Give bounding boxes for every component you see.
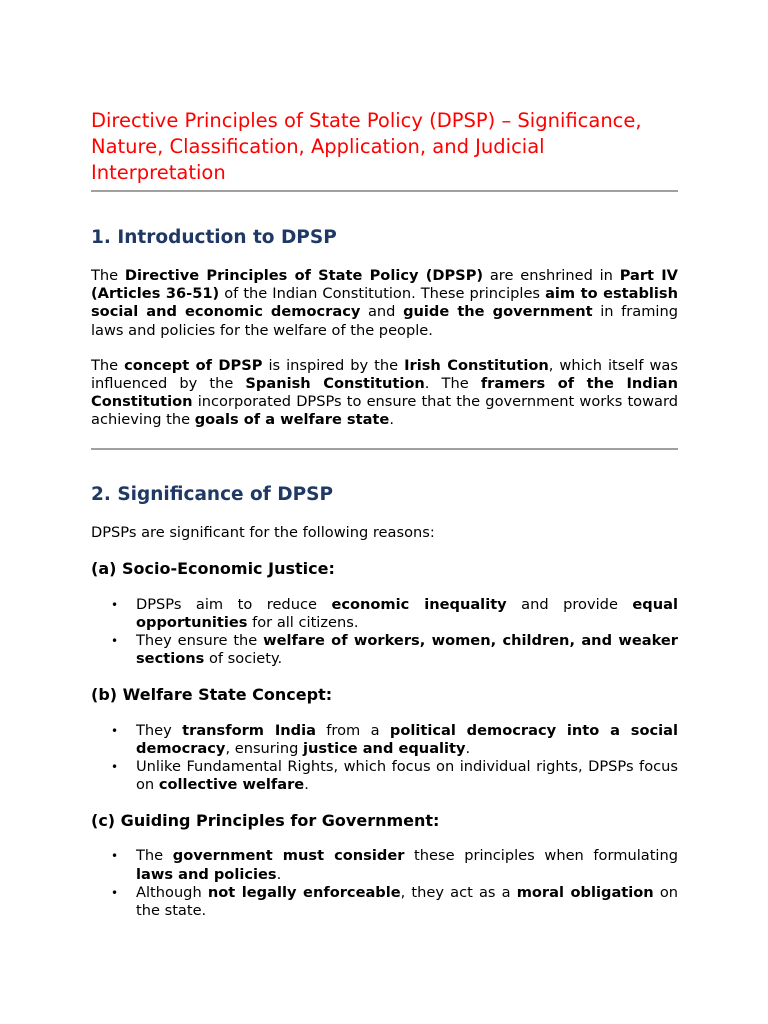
section-heading-significance: 2. Significance of DPSP [91,483,334,505]
bullet-icon: • [111,597,119,612]
section-divider [91,448,678,450]
bold-text: justice and equality [303,739,466,757]
bold-text: equal opportunities [136,595,678,632]
bold-text: aim to establish social and economic democracy [91,285,679,321]
list-item [91,847,678,883]
intro-paragraph-1: The Directive Principles of State Policy (DPSP) are enshrined in Part IV (Articles 36-51) of the Indian Constitution. These principles aim to establish social and economic democracy and guide the government in framing laws and policies for the welfare of the people. [91,267,679,339]
bold-text: not legally enforceable [207,883,401,901]
subsection-heading-guiding-principles: (c) Guiding Principles for Government: [91,811,440,831]
bold-text: laws and policies [136,865,277,883]
bold-text: collective welfare [158,776,305,794]
list-item [91,596,678,632]
bold-text: guide the government [403,303,593,321]
list-item [91,758,678,794]
list-item [91,884,678,920]
list-item [91,632,678,668]
subsection-heading-welfare-state: (b) Welfare State Concept: [91,684,333,704]
bullet-icon: • [111,723,119,738]
document-body [91,108,678,920]
bold-text: welfare of workers, women, children, and weaker sections [136,632,678,668]
list-item-text: They transform India from a political democracy into a social democracy, ensuring justice and equality. [136,721,678,757]
bullet-list-guiding-principles [91,847,678,920]
title-divider [91,190,678,192]
bullet-list-socio-economic [91,596,678,669]
document-title: Directive Principles of State Policy (DPSP) – Significance, Nature, Classification, Application, and Judicial Interpretation [91,109,642,184]
bold-text: goals of a welfare state [194,411,390,429]
section-heading-introduction: 1. Introduction to DPSP [91,227,337,248]
list-item-text: Unlike Fundamental Rights, which focus on individual rights, DPSPs focus on collective welfare. [136,758,678,794]
list-item-text: The government must consider these principles when formulating laws and policies. [136,847,678,883]
bold-text: political democracy into a social democracy [136,721,678,757]
bullet-icon: • [111,885,119,900]
bold-text: moral obligation [516,883,654,901]
list-item-text: They ensure the welfare of workers, women, children, and weaker sections of society. [136,632,678,668]
bold-text: Part IV (Articles 36-51) [91,267,678,303]
bold-text: transform India [182,721,316,739]
intro-paragraph-2: The concept of DPSP is inspired by the Irish Constitution, which itself was influenced by the Spanish Constitution. The framers of the Indian Constitution incorporated DPSPs to ensure that the government works toward achieving the goals of a welfare state. [91,356,678,429]
bold-text: concept of DPSP [124,356,263,374]
bullet-icon: • [111,760,119,775]
significance-intro: DPSPs are significant for the following reasons: [91,523,435,541]
bold-text: Irish Constitution [404,356,549,374]
list-item-text: DPSPs aim to reduce economic inequality and provide equal opportunities for all citizens. [136,595,678,632]
bullet-icon: • [111,634,119,649]
subsection-heading-socio-economic: (a) Socio-Economic Justice: [91,558,335,578]
bullet-list-welfare-state [91,722,678,795]
bold-text: government must consider [172,847,405,865]
bold-text: framers of the Indian Constitution [91,375,678,411]
bold-text: Directive Principles of State Policy (DPSP) [124,267,484,284]
list-item-text: Although not legally enforceable, they act as a moral obligation on the state. [136,883,679,920]
bold-text: Spanish Constitution [245,375,425,393]
bullet-icon: • [111,849,119,864]
bold-text: economic inequality [331,595,507,613]
list-item [91,722,678,758]
